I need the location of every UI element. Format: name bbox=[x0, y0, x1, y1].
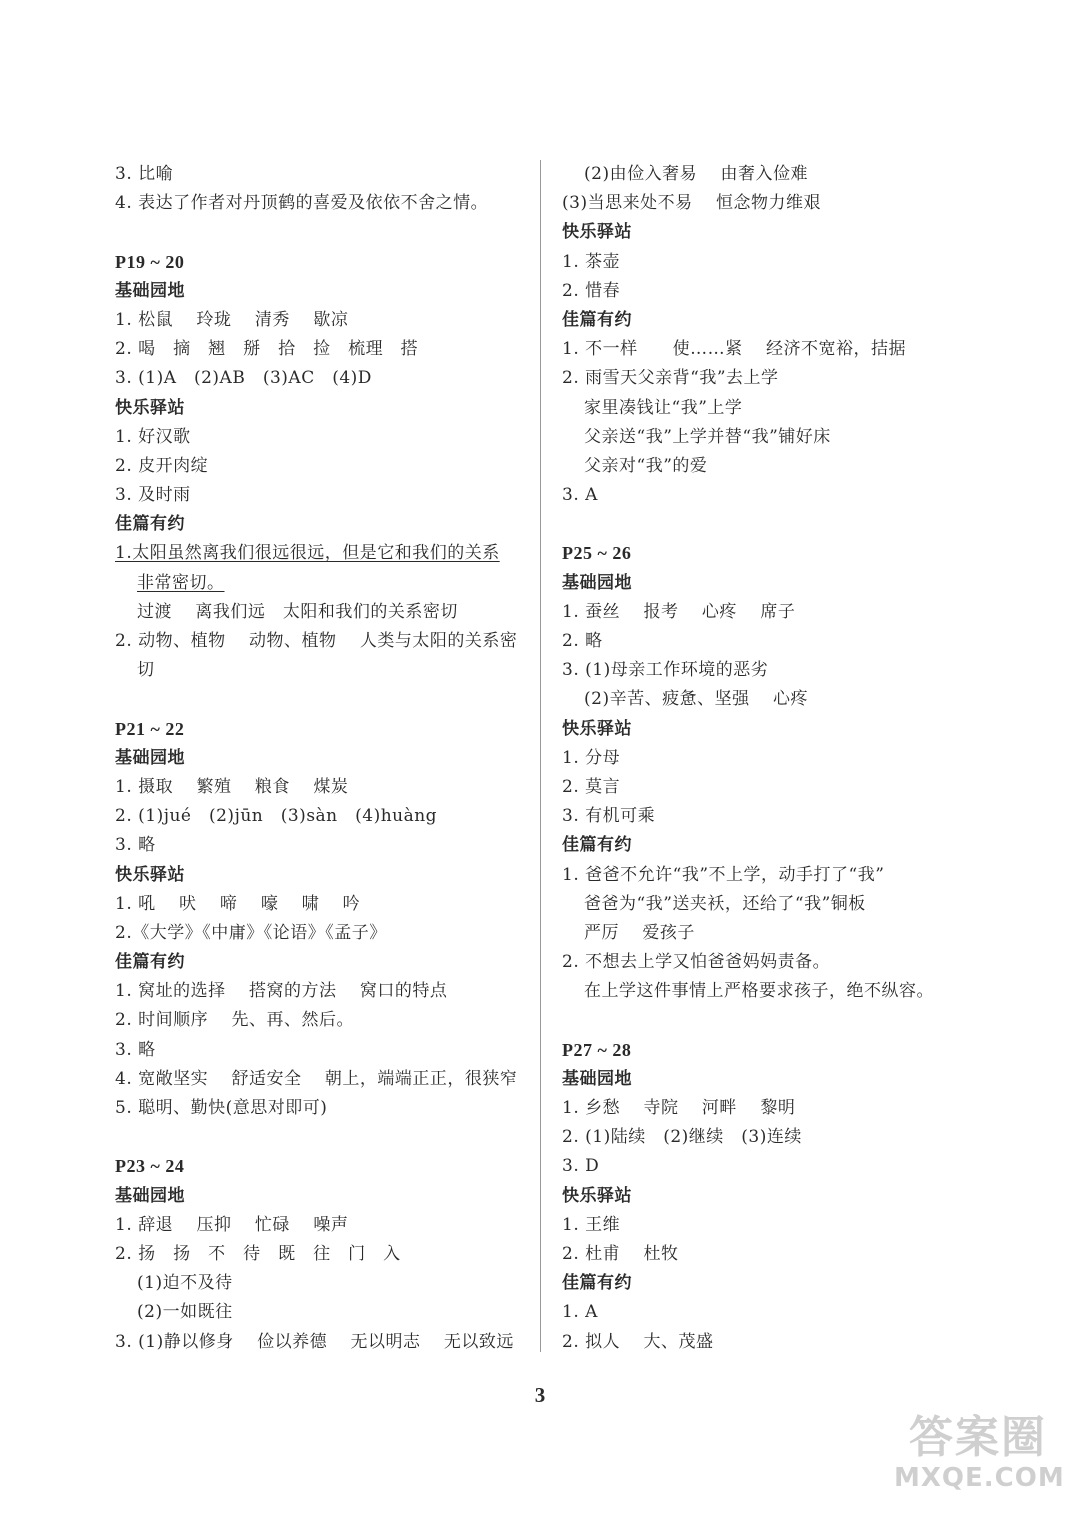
answer-line bbox=[115, 1065, 525, 1094]
line-text: 切 bbox=[137, 660, 155, 681]
line-text: 1. A bbox=[562, 1302, 598, 1323]
section-heading bbox=[562, 306, 982, 335]
answer-line bbox=[562, 364, 982, 393]
section-gap bbox=[115, 685, 525, 714]
line-text: 3. 比喻 bbox=[115, 164, 174, 184]
line-text: 佳篇有约 bbox=[562, 1273, 632, 1294]
line-text: 3. (1)A (2)AB (3)AC (4)D bbox=[115, 368, 372, 389]
line-text: 3. 有机可乘 bbox=[562, 806, 656, 827]
section-gap bbox=[562, 1006, 982, 1035]
answer-line-indented bbox=[562, 977, 982, 1006]
answer-line-indented bbox=[562, 919, 982, 948]
line-text: 3. 及时雨 bbox=[115, 485, 191, 506]
line-text: 父亲对“我”的爱 bbox=[584, 455, 708, 476]
answer-line bbox=[562, 598, 982, 627]
line-text: 快乐驿站 bbox=[115, 397, 185, 418]
line-text: 2.《大学》《中庸》《论语》《孟子》 bbox=[115, 922, 387, 943]
line-text: 1. 吼 吠 啼 嚎 啸 吟 bbox=[115, 893, 361, 914]
section-heading bbox=[562, 715, 982, 744]
line-text: P25 ~ 26 bbox=[562, 543, 632, 564]
line-text: 严厉 爱孩子 bbox=[584, 922, 695, 943]
section-heading bbox=[562, 1182, 982, 1211]
answer-line bbox=[562, 248, 982, 277]
line-text: 快乐驿站 bbox=[562, 718, 632, 739]
line-text: 1. 辞退 压抑 忙碌 噪声 bbox=[115, 1214, 349, 1235]
line-text: 2. 拟人 大、茂盛 bbox=[562, 1331, 714, 1352]
answer-line-indented bbox=[562, 423, 982, 452]
line-text: 快乐驿站 bbox=[115, 864, 185, 885]
line-text: 基础园地 bbox=[115, 1185, 185, 1206]
line-text: 2. 莫言 bbox=[562, 776, 621, 797]
line-text: 2. 不想去上学又怕爸爸妈妈责备。 bbox=[562, 952, 831, 973]
line-text: 1. 分母 bbox=[562, 747, 621, 768]
column-divider bbox=[540, 160, 541, 1352]
line-text: 2. 皮开肉绽 bbox=[115, 455, 209, 476]
left-column bbox=[115, 160, 525, 1357]
answer-line bbox=[115, 335, 525, 364]
answer-line bbox=[115, 802, 525, 831]
line-text: 2. (1)陆续 (2)继续 (3)连续 bbox=[562, 1127, 802, 1148]
answer-line bbox=[115, 773, 525, 802]
answer-line bbox=[562, 744, 982, 773]
line-text: (2)一如既往 bbox=[137, 1302, 233, 1323]
line-text: 1. 乡愁 寺院 河畔 黎明 bbox=[562, 1098, 796, 1118]
answer-line bbox=[562, 627, 982, 656]
answer-line bbox=[115, 306, 525, 335]
answer-line bbox=[562, 277, 982, 306]
section-heading bbox=[562, 1065, 982, 1094]
answer-line-indented bbox=[115, 656, 525, 685]
line-text: 4. 宽敞坚实 舒适安全 朝上，端端正正，很狭窄 bbox=[115, 1068, 518, 1089]
answer-line bbox=[115, 481, 525, 510]
answer-line bbox=[115, 1006, 525, 1035]
answer-line-indented bbox=[562, 394, 982, 423]
line-text: 5. 聪明、勤快(意思对即可) bbox=[115, 1098, 328, 1118]
line-text: 佳篇有约 bbox=[115, 514, 185, 535]
section-heading bbox=[115, 510, 525, 539]
answer-line bbox=[562, 1152, 982, 1181]
section-heading bbox=[562, 1269, 982, 1298]
line-text: 1. 王维 bbox=[562, 1214, 621, 1235]
answer-line bbox=[562, 481, 982, 510]
answer-line bbox=[562, 861, 982, 890]
line-text: 2. 扬 扬 不 待 既 往 门 入 bbox=[115, 1243, 401, 1264]
line-text: 1. 好汉歌 bbox=[115, 426, 191, 447]
answer-line bbox=[115, 890, 525, 919]
section-heading bbox=[562, 569, 982, 598]
answer-line bbox=[562, 656, 982, 685]
line-text: P23 ~ 24 bbox=[115, 1156, 185, 1177]
answer-line bbox=[562, 1328, 982, 1357]
line-text: 1. 摄取 繁殖 粮食 煤炭 bbox=[115, 776, 349, 797]
answer-line bbox=[562, 1240, 982, 1269]
answer-line bbox=[115, 1094, 525, 1123]
line-text: 1. 不一样 使……紧 经济不宽裕，拮据 bbox=[562, 339, 907, 360]
answer-line bbox=[562, 773, 982, 802]
line-text: (3)当思来处不易 恒念物力维艰 bbox=[562, 193, 821, 214]
section-heading bbox=[115, 1182, 525, 1211]
answer-line bbox=[562, 1298, 982, 1327]
section-heading bbox=[115, 861, 525, 890]
line-text: 在上学这件事情上严格要求孩子，绝不纵容。 bbox=[584, 981, 934, 1002]
line-text: 2. 动物、植物 动物、植物 人类与太阳的关系密 bbox=[115, 631, 518, 651]
line-text: 1.太阳虽然离我们很远很远，但是它和我们的关系 bbox=[115, 543, 500, 564]
answer-line bbox=[115, 423, 525, 452]
section-heading bbox=[115, 948, 525, 977]
answer-line-indented bbox=[562, 452, 982, 481]
line-text: 2. 喝 摘 翘 掰 拾 捡 梳理 搭 bbox=[115, 339, 419, 360]
underlined-sentence bbox=[115, 539, 525, 568]
answer-line bbox=[115, 1328, 525, 1357]
line-text: 3. (1)母亲工作环境的恶劣 bbox=[562, 660, 769, 681]
line-text: 2. 杜甫 杜牧 bbox=[562, 1243, 679, 1264]
line-text: 过渡 离我们远 太阳和我们的关系密切 bbox=[137, 601, 458, 622]
line-text: 3. (1)静以修身 俭以养德 无以明志 无以致远 bbox=[115, 1331, 514, 1352]
answer-line-indented bbox=[562, 685, 982, 714]
answer-line-indented bbox=[115, 1298, 525, 1327]
answer-line bbox=[115, 831, 525, 860]
watermark-logo: 答案圈 bbox=[909, 1412, 1047, 1463]
answer-line bbox=[115, 364, 525, 393]
answer-line bbox=[115, 1240, 525, 1269]
line-text: 2. 略 bbox=[562, 631, 603, 651]
line-text: 1. 爸爸不允许“我”不上学，动手打了“我” bbox=[562, 864, 885, 885]
section-gap bbox=[562, 510, 982, 539]
answer-line bbox=[115, 1036, 525, 1065]
page-range-heading bbox=[115, 715, 525, 744]
line-text: 3. 略 bbox=[115, 835, 156, 856]
page-range-heading bbox=[115, 248, 525, 277]
line-text: (2)辛苦、疲惫、坚强 心疼 bbox=[584, 689, 808, 710]
line-text: 1. 蚕丝 报考 心疼 席子 bbox=[562, 601, 796, 622]
right-column bbox=[562, 160, 982, 1357]
line-text: 父亲送“我”上学并替“我”铺好床 bbox=[584, 426, 831, 447]
section-heading bbox=[115, 277, 525, 306]
answer-line bbox=[115, 627, 525, 656]
page-range-heading bbox=[562, 1036, 982, 1065]
answer-line bbox=[115, 977, 525, 1006]
line-text: 1. 窝址的选择 搭窝的方法 窝口的特点 bbox=[115, 981, 448, 1002]
line-text: 2. (1)jué (2)jūn (3)sàn (4)huàng bbox=[115, 806, 438, 827]
line-text: 3. A bbox=[562, 485, 598, 506]
line-text: 基础园地 bbox=[562, 572, 632, 593]
line-text: 快乐驿站 bbox=[562, 1185, 632, 1206]
answer-line bbox=[115, 189, 525, 218]
section-heading bbox=[115, 394, 525, 423]
line-text: 佳篇有约 bbox=[562, 835, 632, 856]
line-text: 3. D bbox=[562, 1156, 600, 1177]
answer-line bbox=[562, 1211, 982, 1240]
answer-line bbox=[115, 452, 525, 481]
answer-line bbox=[562, 335, 982, 364]
line-text: 2. 惜春 bbox=[562, 280, 621, 301]
line-text: 基础园地 bbox=[562, 1068, 632, 1089]
line-text: 快乐驿站 bbox=[562, 222, 632, 243]
section-gap bbox=[115, 1123, 525, 1152]
line-text: P27 ~ 28 bbox=[562, 1039, 632, 1060]
watermark bbox=[894, 1412, 1065, 1499]
watermark-domain: MXQE.COM bbox=[894, 1463, 1065, 1493]
line-text: 爸爸为“我”送夹袄，还给了“我”铜板 bbox=[584, 893, 866, 914]
line-text: P21 ~ 22 bbox=[115, 718, 185, 739]
page-range-heading bbox=[562, 539, 982, 568]
line-text: 佳篇有约 bbox=[562, 309, 632, 330]
section-heading bbox=[115, 744, 525, 773]
line-text: (1)迫不及待 bbox=[137, 1273, 233, 1294]
answer-line bbox=[115, 160, 525, 189]
answer-line bbox=[562, 1123, 982, 1152]
line-text: 基础园地 bbox=[115, 280, 185, 301]
line-text: 1. 茶壶 bbox=[562, 251, 621, 272]
answer-line-indented bbox=[115, 598, 525, 627]
underlined-sentence bbox=[115, 569, 525, 598]
section-heading bbox=[562, 218, 982, 247]
section-gap bbox=[115, 218, 525, 247]
answer-line-indented bbox=[562, 160, 982, 189]
section-heading bbox=[562, 831, 982, 860]
line-text: 基础园地 bbox=[115, 747, 185, 768]
line-text: 4. 表达了作者对丹顶鹤的喜爱及依依不舍之情。 bbox=[115, 193, 489, 214]
line-text: 2. 雨雪天父亲背“我”去上学 bbox=[562, 368, 779, 389]
page-number: 3 bbox=[534, 1383, 546, 1407]
line-text: P19 ~ 20 bbox=[115, 251, 185, 272]
answer-line-indented bbox=[115, 1269, 525, 1298]
line-text: (2)由俭入奢易 由奢入俭难 bbox=[584, 164, 808, 184]
answer-line bbox=[562, 802, 982, 831]
line-text: 佳篇有约 bbox=[115, 952, 185, 973]
line-text: 家里凑钱让“我”上学 bbox=[584, 397, 743, 418]
line-text: 非常密切。 bbox=[137, 572, 225, 593]
line-text: 1. 松鼠 玲珑 清秀 歇凉 bbox=[115, 309, 349, 330]
answer-line bbox=[562, 189, 982, 218]
answer-line bbox=[115, 919, 525, 948]
line-text: 2. 时间顺序 先、再、然后。 bbox=[115, 1010, 355, 1031]
line-text: 3. 略 bbox=[115, 1039, 156, 1060]
answer-line bbox=[562, 948, 982, 977]
page-range-heading bbox=[115, 1152, 525, 1181]
answer-line-indented bbox=[562, 890, 982, 919]
answer-line bbox=[115, 1211, 525, 1240]
answer-line bbox=[562, 1094, 982, 1123]
